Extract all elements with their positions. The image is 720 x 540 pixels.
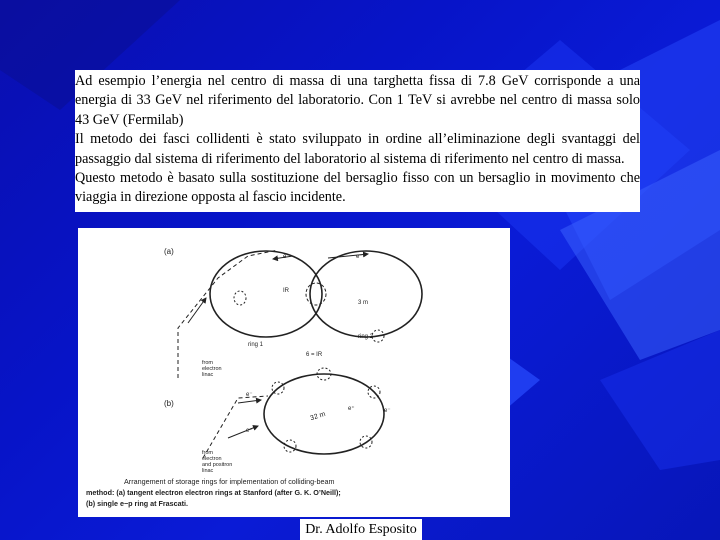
size-label-b: 32 m [309,410,327,423]
electron-label-a-left: e⁻ [283,254,290,260]
body-text [75,70,640,212]
source-b-line4: linac [202,468,214,474]
electron-label-a-right: e⁻ [356,254,363,260]
paragraph-2: Il metodo dei fasci collidenti è stato sviluppato in ordine all’eliminazione degli svantaggi del passaggio dal sistema di riferimento del laboratorio al sistema di riferimento nel centro di massa. [75,131,640,167]
source-a-line2: electron [202,366,222,372]
panel-a-label: (a) [164,247,174,256]
ring-2-label: ring 2 [358,334,374,340]
ring-1-shape [210,251,322,337]
figure-caption-line2: method: (a) tangent electron electron rings at Stanford (after G. K. O’Neill); [86,488,341,497]
ring-2-shape [310,251,422,337]
ir-label-b: 6 = IR [306,352,323,358]
source-b-line2: electron [202,456,222,462]
panel-b-label: (b) [164,399,174,408]
source-a-line1: from [202,360,213,366]
e-minus-label-1: e⁻ [246,392,253,398]
storage-rings-figure [78,228,510,517]
source-b-line3: and positron [202,462,233,468]
size-label-a: 3 m [358,300,369,306]
source-b-line1: from [202,450,213,456]
figure-caption-line3: (b) single e−p ring at Frascati. [86,499,189,508]
ring-1-label: ring 1 [248,342,264,348]
injection-path-a [178,250,278,378]
paragraph-3: Questo metodo è basato sulla sostituzione del bersaglio fisso con un bersaglio in movimento che viaggia in direzione opposta al fascio incidente. [75,170,640,206]
paragraph-1: Ad esempio l’energia nel centro di massa di una targhetta fissa di 7.8 GeV corrisponde a una energia di 33 GeV nel riferimento del laboratorio. Con 1 TeV si avrebbe nel centro di massa solo 43 GeV (Fermilab) [75,73,640,128]
e-plus-label-1: e⁺ [246,428,253,434]
e-plus-label-2: e⁺ [348,406,355,412]
interaction-region-circle [306,283,326,305]
figure-caption-line1: Arrangement of storage rings for implementation of colliding-beam [124,477,335,486]
footer-author: Dr. Adolfo Esposito [300,519,422,540]
e-minus-label-2: e⁻ [384,408,391,414]
source-a-line3: linac [202,372,214,378]
ir-label-a: IR [283,288,289,294]
injection-path-b [203,396,268,458]
